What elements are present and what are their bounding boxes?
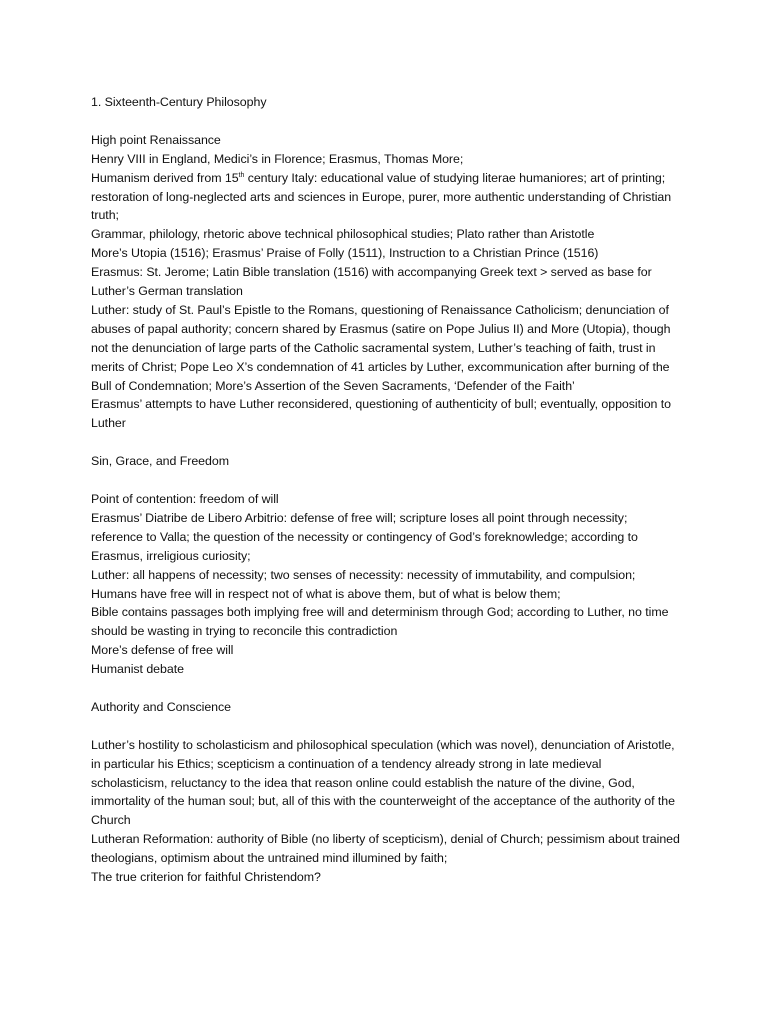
paragraph: Humans have free will in respect not of what is above them, but of what is below them; (91, 586, 561, 601)
paragraph: Luther’s hostility to scholasticism and philosophical speculation (which was novel), denunciation of Aristotle, in particular his Ethics; scepticism a continuation of a tendency already strong in late medieval scholasticism, reluctancy to the idea that reason online could establish the nature of the divine, God, immortality of the human soul; but, all of this with the counterweight of the acceptance of the authority of the Church (91, 737, 675, 828)
section-heading: Authority and Conscience (91, 699, 231, 714)
paragraph: Luther: all happens of necessity; two senses of necessity: necessity of immutability, and compulsion; (91, 567, 636, 582)
section-heading: High point Renaissance (91, 132, 221, 147)
section-heading: Sin, Grace, and Freedom (91, 454, 229, 469)
paragraph: Luther: study of St. Paul’s Epistle to the Romans, questioning of Renaissance Catholicism; denunciation of abuses of papal authority; concern shared by Erasmus (satire on Pope Julius II) and More (Utopia), though not the denunciation of large parts of the Catholic sacramental system, Luther’s teaching of faith, trust in merits of Christ; Pope Leo X’s condemnation of 41 articles by Luther, excommunication after burning of the Bull of Condemnation; More’s Assertion of the Seven Sacraments, ‘Defender of the Faith’ (91, 302, 671, 393)
paragraph: Erasmus’ Diatribe de Libero Arbitrio: defense of free will; scripture loses all point through necessity; reference to Valla; the question of the necessity or contingency of God’s foreknowledge; according to Erasmus, irreligious curiosity; (91, 510, 638, 563)
paragraph: Erasmus’ attempts to have Luther reconsidered, questioning of authenticity of bull; eventually, opposition to Luther (91, 397, 672, 431)
spacer (91, 471, 681, 490)
paragraph: Grammar, philology, rhetoric above technical philosophical studies; Plato rather than Aristotle (91, 227, 595, 242)
spacer (91, 679, 681, 698)
paragraph: Point of contention: freedom of will (91, 491, 279, 506)
paragraph: More’s defense of free will (91, 643, 234, 658)
paragraph: Erasmus: St. Jerome; Latin Bible translation (1516) with accompanying Greek text > served as base for Luther’s German translation (91, 265, 652, 299)
paragraph: More’s Utopia (1516); Erasmus’ Praise of Folly (1511), Instruction to a Christian Prince (1516) (91, 246, 599, 261)
paragraph: Bible contains passages both implying free will and determinism through God; according to Luther, no time should be wasting in trying to reconcile this contradiction (91, 605, 669, 639)
paragraph: The true criterion for faithful Christendom? (91, 870, 321, 885)
paragraph-text: century Italy: educational value of studying literae humaniores; art of printing; restoration of long-neglected arts and sciences in Europe, purer, more authentic understanding of Christian truth; (91, 170, 672, 223)
paragraph (91, 169, 681, 226)
spacer (91, 717, 681, 736)
paragraph: Lutheran Reformation: authority of Bible (no liberty of scepticism), denial of Church; pessimism about trained theologians, optimism about the untrained mind illumined by faith; (91, 832, 680, 866)
paragraph-text: Humanism derived from 15 (91, 170, 239, 185)
document-title: 1. Sixteenth-Century Philosophy (91, 95, 267, 109)
document-body (91, 93, 681, 887)
spacer (91, 112, 681, 131)
superscript: th (238, 171, 245, 179)
paragraph: Henry VIII in England, Medici’s in Florence; Erasmus, Thomas More; (91, 151, 464, 166)
paragraph: Humanist debate (91, 662, 184, 677)
spacer (91, 433, 681, 452)
